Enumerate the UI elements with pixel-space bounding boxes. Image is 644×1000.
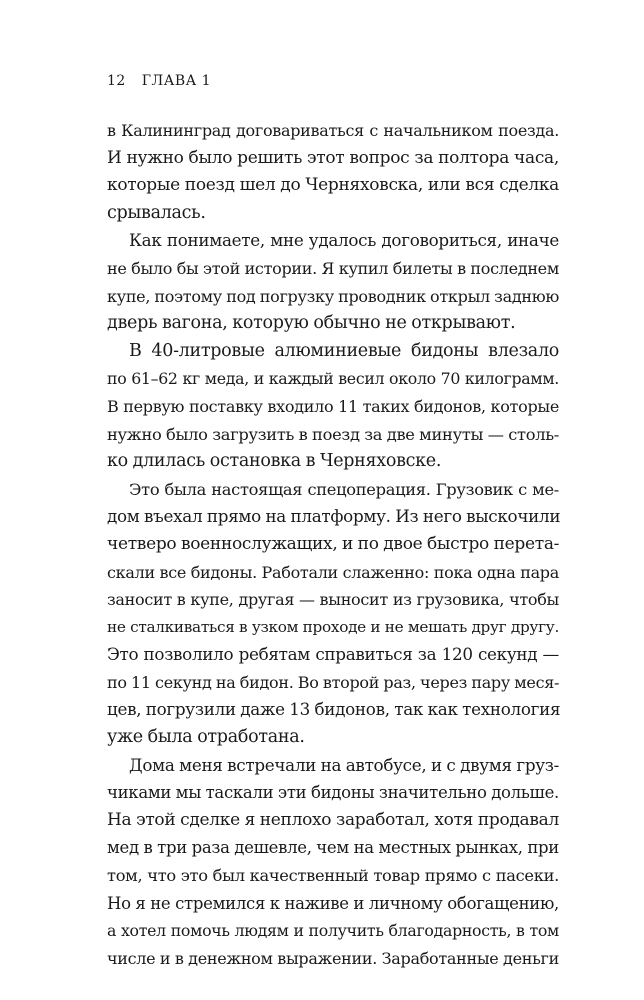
body-text [107,117,559,972]
text-line: скали все бидоны. Работали слаженно: пока одна пара [107,562,559,582]
text-line: не сталкиваться в узком проходе и не мешать друг другу. [107,617,559,636]
text-line: дом въехал прямо на платформу. Из него выскочили [107,506,561,527]
text-line: Это позволило ребятам справиться за 120 секунд — [107,644,559,665]
text-line: И нужно было решить этот вопрос за полтора часа, [107,147,559,168]
page-number: 12 [107,73,126,89]
text-line: дверь вагона, которую обычно не открывают. [107,313,516,334]
text-line: заносит в купе, другая — выносит из грузовика, чтобы [107,590,559,610]
text-line: Дома меня встречали на автобусе, и с двумя груз- [129,754,559,775]
text-line: не было бы этой истории. Я купил билеты в последнем [107,258,559,278]
text-line: по 11 секунд на бидон. Во второй раз, через пару меся- [107,672,560,692]
text-line: том, что это был качественный товар прямо с пасеки. [107,866,559,886]
text-line: мед в три раза дешевле, чем на местных рынках, при [107,838,559,858]
text-line: В первую поставку входило 11 таких бидонов, которые [107,396,559,416]
text-line: по 61–62 кг меда, и каждый весил около 70 килограмм. [107,369,559,389]
text-line: Как понимаете, мне удалось договориться, иначе [129,230,559,251]
text-line: Но я не стремился к наживе и личному обогащению, [107,893,559,913]
text-line: На этой сделке я неплохо заработал, хотя продавал [107,809,559,830]
paragraph [107,227,559,337]
text-line: которые поезд шел до Черняховска, или вся сделка [107,175,559,196]
text-line: ко длилась остановка в Черняховске. [107,451,442,472]
paragraph [107,338,559,476]
text-line: четверо военнослужащих, и по двое быстро перета- [107,533,560,554]
text-line: срывалась. [107,202,206,223]
text-line: цев, погрузили даже 13 бидонов, так как технология [107,699,561,720]
text-line: нужно было загрузить в поезд за две минуты — столь- [107,424,559,444]
chapter-title: ГЛАВА 1 [141,73,212,89]
text-line: в Калининград договариваться с начальником поезда. [107,121,559,140]
text-line: В 40-литровые алюминиевые бидоны влезало [129,340,559,361]
paragraph [107,752,559,973]
text-line: купе, поэтому под погрузку проводник открыл заднюю [107,286,560,306]
text-line: чиками мы таскали эти бидоны значительно дольше. [107,783,559,803]
text-line: Это была настоящая спецоперация. Грузовик с ме- [129,479,559,499]
text-line: а хотел помочь людям и получить благодарность, в том [107,921,559,941]
running-head [107,73,211,89]
paragraph [107,117,559,227]
text-line: уже была отработана. [107,727,305,748]
text-line: числе и в денежном выражении. Заработанные деньги [107,948,559,968]
paragraph [107,476,559,752]
